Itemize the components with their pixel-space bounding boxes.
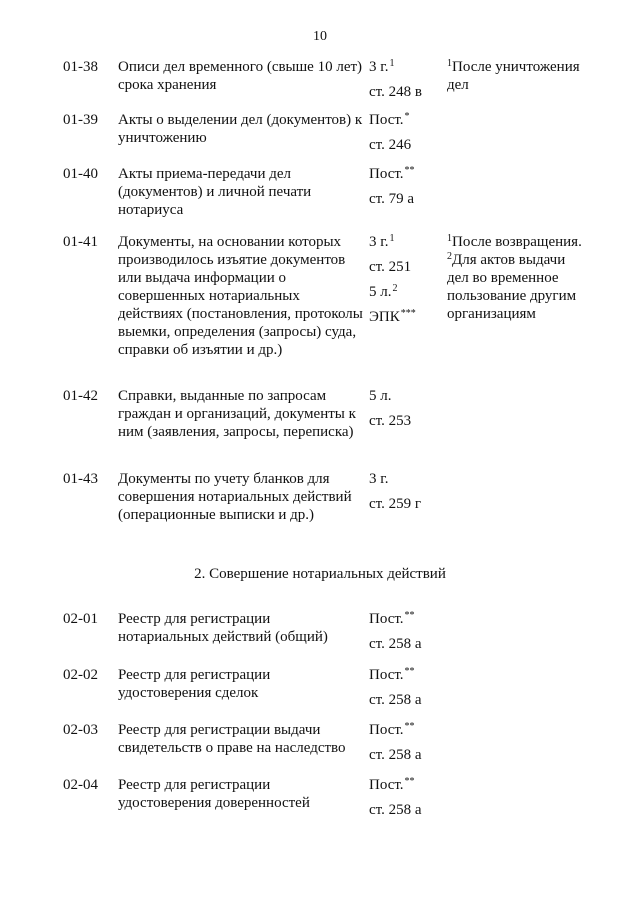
note-text: После возвращения. xyxy=(452,234,582,250)
period-value: Пост. xyxy=(369,722,404,738)
article-ref: ст. 258 а xyxy=(369,692,422,708)
note-text: пользование другим xyxy=(447,288,577,304)
retention-period xyxy=(369,165,441,208)
record-code: 01-39 xyxy=(63,112,98,128)
article-ref: ст. 253 xyxy=(369,413,412,429)
retention-period xyxy=(369,233,441,326)
note-text: Для актов выдачи xyxy=(452,252,566,268)
record-code: 02-04 xyxy=(63,777,98,793)
record-code: 01-41 xyxy=(63,234,98,250)
period-value: 3 г. xyxy=(369,59,389,75)
footnote-mark: ** xyxy=(404,721,415,732)
retention-period xyxy=(369,776,441,819)
record-description: Документы по учету бланков для совершения нотариальных действий (операционные выписки и др.) xyxy=(118,471,352,523)
footnote-mark: ** xyxy=(404,165,415,176)
period-value: Пост. xyxy=(369,611,404,627)
article-ref: ст. 246 xyxy=(369,137,412,153)
note-text: дел во временное xyxy=(447,270,559,286)
page-number: 10 xyxy=(313,29,327,44)
period-value: Пост. xyxy=(369,667,404,683)
record-note xyxy=(447,58,597,94)
footnote-mark: 2 xyxy=(392,283,398,294)
record-description: Описи дел временного (свыше 10 лет) срока хранения xyxy=(118,59,363,93)
record-note xyxy=(447,233,597,323)
period-value: 3 г. xyxy=(369,234,389,250)
retention-period xyxy=(369,58,441,101)
record-description: Акты о выделении дел (документов) к уничтожению xyxy=(118,112,363,146)
footnote-mark: ** xyxy=(404,776,415,787)
record-description: Акты приема-передачи дел (документов) и личной печати нотариуса xyxy=(118,166,312,218)
record-description: Документы, на основании которых производилось изъятие документов или выдача информации о совершенных нотариальных действиях (постановления, протоколы выемки, определения (запросы) суда, справки об изъятии и др.) xyxy=(118,234,363,358)
footnote-mark: *** xyxy=(400,308,416,319)
record-code: 01-40 xyxy=(63,166,98,182)
record-code: 01-42 xyxy=(63,388,98,404)
article-ref: ст. 258 а xyxy=(369,636,422,652)
article-ref: ст. 251 xyxy=(369,259,412,275)
footnote-mark: 1 xyxy=(389,233,395,244)
note-text: организациям xyxy=(447,306,536,322)
record-description: Реестр для регистрации удостоверения сделок xyxy=(118,667,271,701)
article-ref: ст. 248 в xyxy=(369,84,422,100)
record-description: Справки, выданные по запросам граждан и организаций, документы к ним (заявления, запросы, переписка) xyxy=(118,388,356,440)
section-title: 2. Совершение нотариальных действий xyxy=(194,566,446,582)
footnote-mark: ** xyxy=(404,666,415,677)
footnote-mark: * xyxy=(404,111,410,122)
footnote-mark: 1 xyxy=(447,233,452,244)
retention-period xyxy=(369,721,441,764)
note-text: дел xyxy=(447,77,469,93)
footnote-mark: ** xyxy=(404,610,415,621)
footnote-mark: 2 xyxy=(447,251,452,262)
period-value: Пост. xyxy=(369,777,404,793)
article-ref: ст. 259 г xyxy=(369,496,421,512)
period-value: Пост. xyxy=(369,166,404,182)
retention-period xyxy=(369,111,441,154)
retention-period xyxy=(369,387,441,430)
article-ref: ст. 79 а xyxy=(369,191,414,207)
period-value: Пост. xyxy=(369,112,404,128)
record-description: Реестр для регистрации выдачи свидетельств о праве на наследство xyxy=(118,722,346,756)
retention-period xyxy=(369,470,441,513)
retention-period xyxy=(369,666,441,709)
record-description: Реестр для регистрации нотариальных действий (общий) xyxy=(118,611,328,645)
period-value: 5 л. xyxy=(369,388,392,404)
period-value-2: 5 л. xyxy=(369,284,392,300)
record-code: 02-03 xyxy=(63,722,98,738)
footnote-mark: 1 xyxy=(389,58,395,69)
record-description: Реестр для регистрации удостоверения доверенностей xyxy=(118,777,310,811)
note-text: После уничтожения xyxy=(452,59,580,75)
article-ref: ст. 258 а xyxy=(369,747,422,763)
retention-period xyxy=(369,610,441,653)
article-ref: ст. 258 а xyxy=(369,802,422,818)
record-code: 01-43 xyxy=(63,471,98,487)
period-value: 3 г. xyxy=(369,471,389,487)
record-code: 02-02 xyxy=(63,667,98,683)
record-code: 02-01 xyxy=(63,611,98,627)
footnote-mark: 1 xyxy=(447,58,452,69)
epk-label: ЭПК xyxy=(369,309,400,325)
record-code: 01-38 xyxy=(63,59,98,75)
